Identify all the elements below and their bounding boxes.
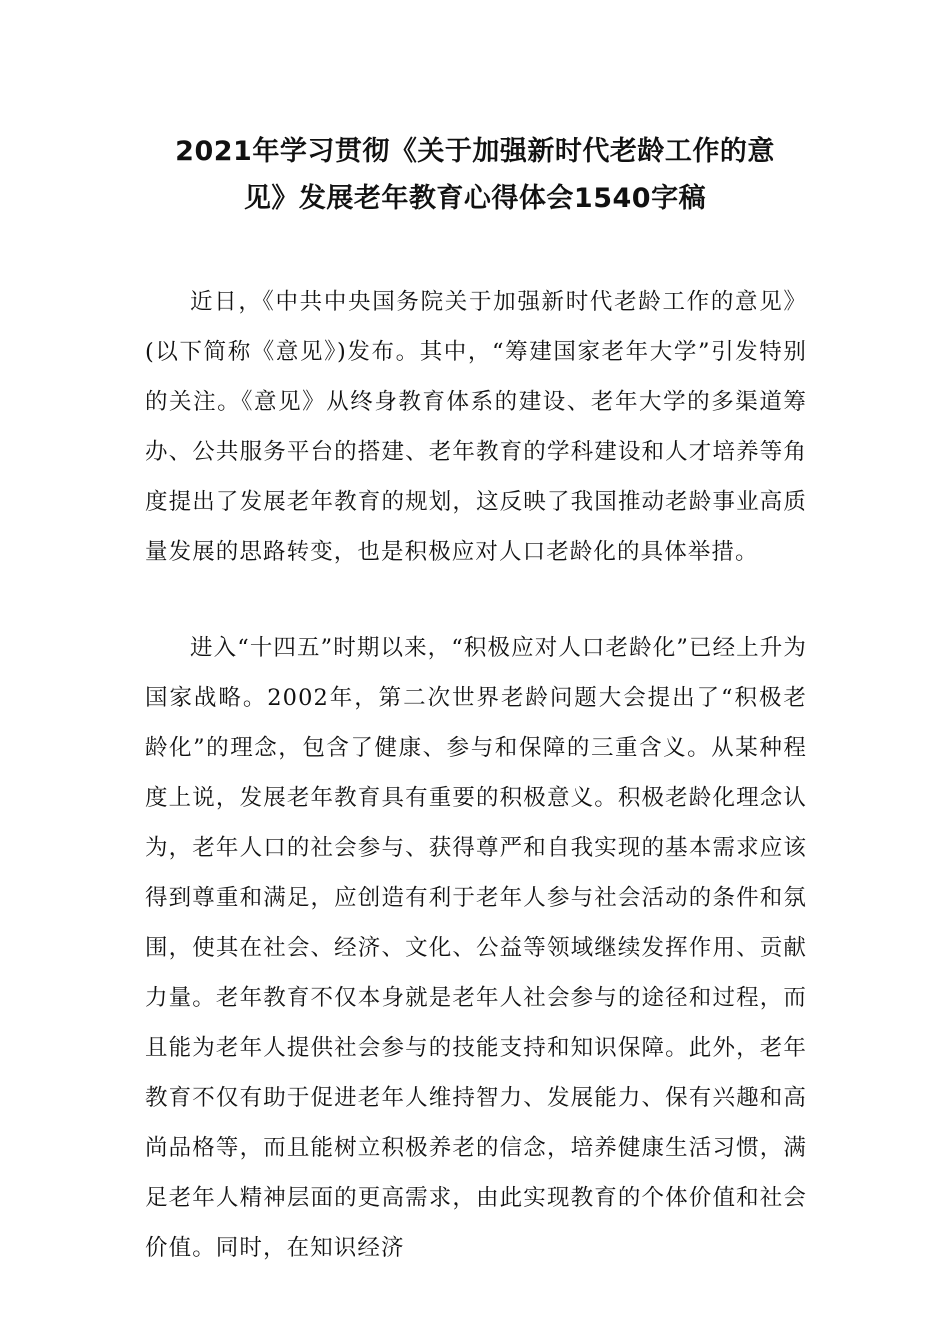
paragraph-1: 近日，《中共中央国务院关于加强新时代老龄工作的意见》(以下简称《意见》)发布。其中，“筹建国家老年大学”引发特别的关注。《意见》从终身教育体系的建设、老年大学的多渠道筹办、公共服务平台的搭建、老年教育的学科建设和人才培养等角度提出了发展老年教育的规划，这反映了我国推动老龄事业高质量发展的思路转变，也是积极应对人口老龄化的具体举措。: [145, 289, 807, 565]
paragraph-2: 进入“十四五”时期以来，“积极应对人口老龄化”已经上升为国家战略。2002年，第二次世界老龄问题大会提出了“积极老龄化”的理念，包含了健康、参与和保障的三重含义。从某种程度上说，发展老年教育具有重要的积极意义。积极老龄化理念认为，老年人口的社会参与、获得尊严和自我实现的基本需求应该得到尊重和满足，应创造有利于老年人参与社会活动的条件和氛围，使其在社会、经济、文化、公益等领域继续发挥作用、贡献力量。老年教育不仅本身就是老年人社会参与的途径和过程，而且能为老年人提供社会参与的技能支持和知识保障。此外，老年教育不仅有助于促进老年人维持智力、发展能力、保有兴趣和高尚品格等，而且能树立积极养老的信念，培养健康生活习惯，满足老年人精神层面的更高需求，由此实现教育的个体价值和社会价值。同时，在知识经济: [145, 635, 807, 1261]
title-line-1: 2021年学习贯彻《关于加强新时代老龄工作的意: [175, 136, 775, 167]
title-line-2: 见》发展老年教育心得体会1540字稿: [243, 183, 707, 214]
document-title: [145, 128, 805, 222]
